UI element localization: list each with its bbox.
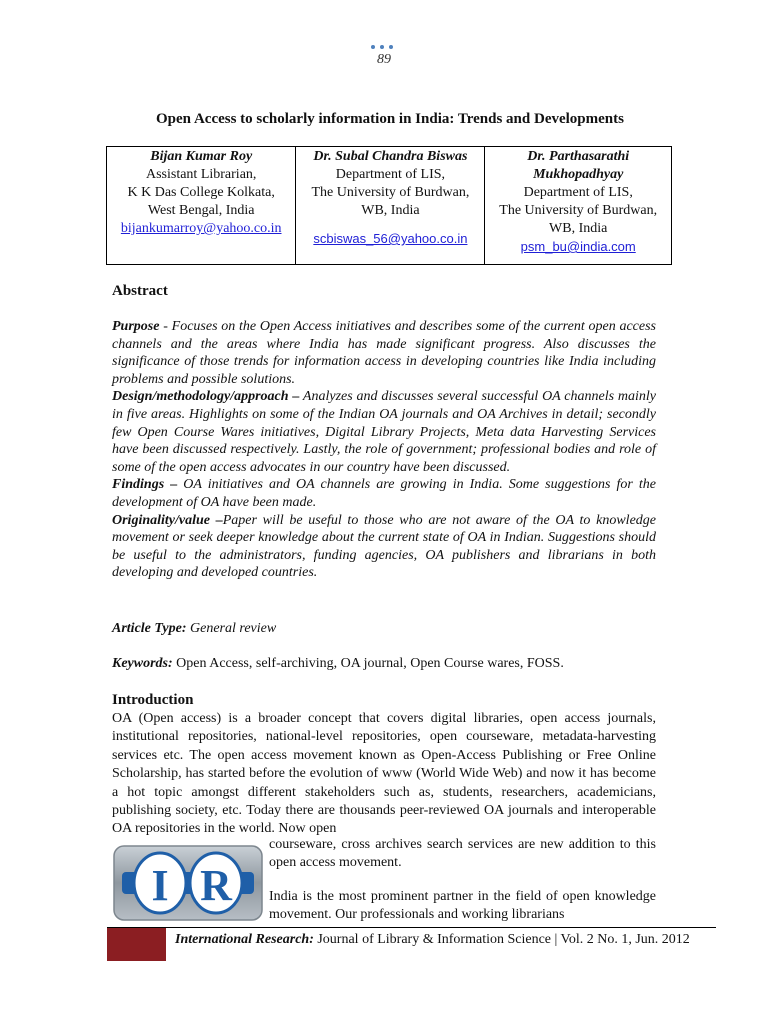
author-affiliation-line: WB, India	[361, 203, 420, 218]
author-cell	[296, 147, 485, 265]
introduction-heading: Introduction	[112, 692, 194, 708]
design-label: Design/methodology/approach –	[112, 389, 300, 405]
findings-text: OA initiatives and OA channels are growing in India. Some suggestions for the development of OA have been made.	[112, 477, 656, 510]
footer-citation	[175, 932, 690, 948]
author-name: Bijan Kumar Roy	[150, 149, 253, 164]
purpose-label: Purpose	[112, 319, 160, 334]
header-ornament-icon	[371, 45, 399, 51]
abstract-heading: Abstract	[112, 283, 168, 299]
article-type-label: Article Type:	[112, 621, 187, 636]
abstract-design	[112, 388, 656, 476]
author-affiliation-line: The University of Burdwan,	[499, 203, 658, 218]
introduction-paragraph-2: India is the most prominent partner in the field of open knowledge movement. Our professionals and working librarians	[269, 889, 656, 923]
introduction-paragraph: OA (Open access) is a broader concept that covers digital libraries, open access journals, institutional repositories, national-level repositories, open courseware, metadata-harvesting services etc. The open access movement known as Open-Access Publishing or Free Online Scholarship, has started before the evolution of www (World Wide Web) and now it has become a hot topic amongst different stakeholders such as, students, researchers, academicians, publishing society, etc. Today there are thousands peer-reviewed OA journals and interoperable OA repositories in the world. Now open	[112, 711, 656, 837]
abstract-purpose	[112, 318, 656, 388]
originality-text: Paper will be useful to those who are not aware of the OA to knowledge movement or seek deeper knowledge about the current state of OA in Indian. Suggestions should be useful to the administrators, funding agencies, OA publishers and librarians in both developing and developed countries.	[112, 512, 656, 581]
keywords-label: Keywords:	[112, 656, 173, 671]
author-affiliation-line: Department of LIS,	[523, 185, 633, 200]
author-cell	[107, 147, 296, 265]
author-affiliation-line: K K Das College Kolkata,	[127, 185, 275, 200]
author-affiliation-line: Assistant Librarian,	[145, 167, 257, 182]
footer-divider	[107, 927, 716, 928]
journal-logo-icon	[112, 842, 264, 924]
author-email-link[interactable]: scbiswas_56@yahoo.co.in	[313, 231, 468, 246]
page-number: 89	[377, 52, 391, 67]
abstract-findings	[112, 476, 656, 511]
footer-color-block	[107, 928, 166, 961]
author-email-link[interactable]: bijankumarroy@yahoo.co.in	[120, 221, 282, 236]
author-affiliation-line: Department of LIS,	[335, 167, 446, 182]
footer-journal-details: Journal of Library & Information Science | Vol. 2 No. 1, Jun. 2012	[313, 932, 690, 947]
paper-title: Open Access to scholarly information in India: Trends and Developments	[156, 111, 624, 127]
author-name: Dr. Subal Chandra Biswas	[313, 149, 468, 164]
findings-label: Findings –	[112, 477, 178, 493]
author-email-link[interactable]: psm_bu@india.com	[520, 239, 636, 254]
purpose-text: - Focuses on the Open Access initiatives and describes some of the current open access channels and the areas where India has made significant progress. Also discusses the significance of those trends for information access in developing countries like India including problems and possible solutions.	[112, 319, 656, 387]
abstract-body	[112, 318, 656, 582]
design-text: Analyzes and discusses several successful OA channels mainly in five areas. Highlights on some of the Indian OA journals and OA Archives in detail; secondly few Open Course Wares initiatives, Digital Library Projects, Meta data Harvesting Services have been discussed respectively. Lastly, the role of government; professional bodies and role of some of the open access advocates in our country have been discussed.	[112, 389, 656, 475]
authors-table	[106, 146, 672, 265]
author-affiliation-line: The University of Burdwan,	[311, 185, 470, 200]
abstract-originality	[112, 512, 656, 582]
author-cell	[485, 147, 672, 265]
author-affiliation-line: West Bengal, India	[147, 203, 255, 218]
article-type-value: General review	[186, 621, 277, 636]
author-affiliation-line: WB, India	[549, 221, 608, 236]
article-type	[112, 621, 276, 637]
keywords-value: Open Access, self-archiving, OA journal, Open Course wares, FOSS.	[172, 656, 564, 671]
keywords	[112, 656, 564, 672]
footer-journal-name: International Research:	[175, 932, 314, 947]
author-name: Mukhopadhyay	[533, 167, 624, 182]
logo-letter-i: I	[151, 861, 169, 910]
author-name: Dr. Parthasarathi	[527, 149, 630, 164]
logo-letter-r: R	[200, 861, 232, 910]
originality-label: Originality/value –	[112, 512, 223, 528]
introduction-paragraph-wrap: courseware, cross archives search services are new addition to this open access movement.	[269, 837, 656, 871]
